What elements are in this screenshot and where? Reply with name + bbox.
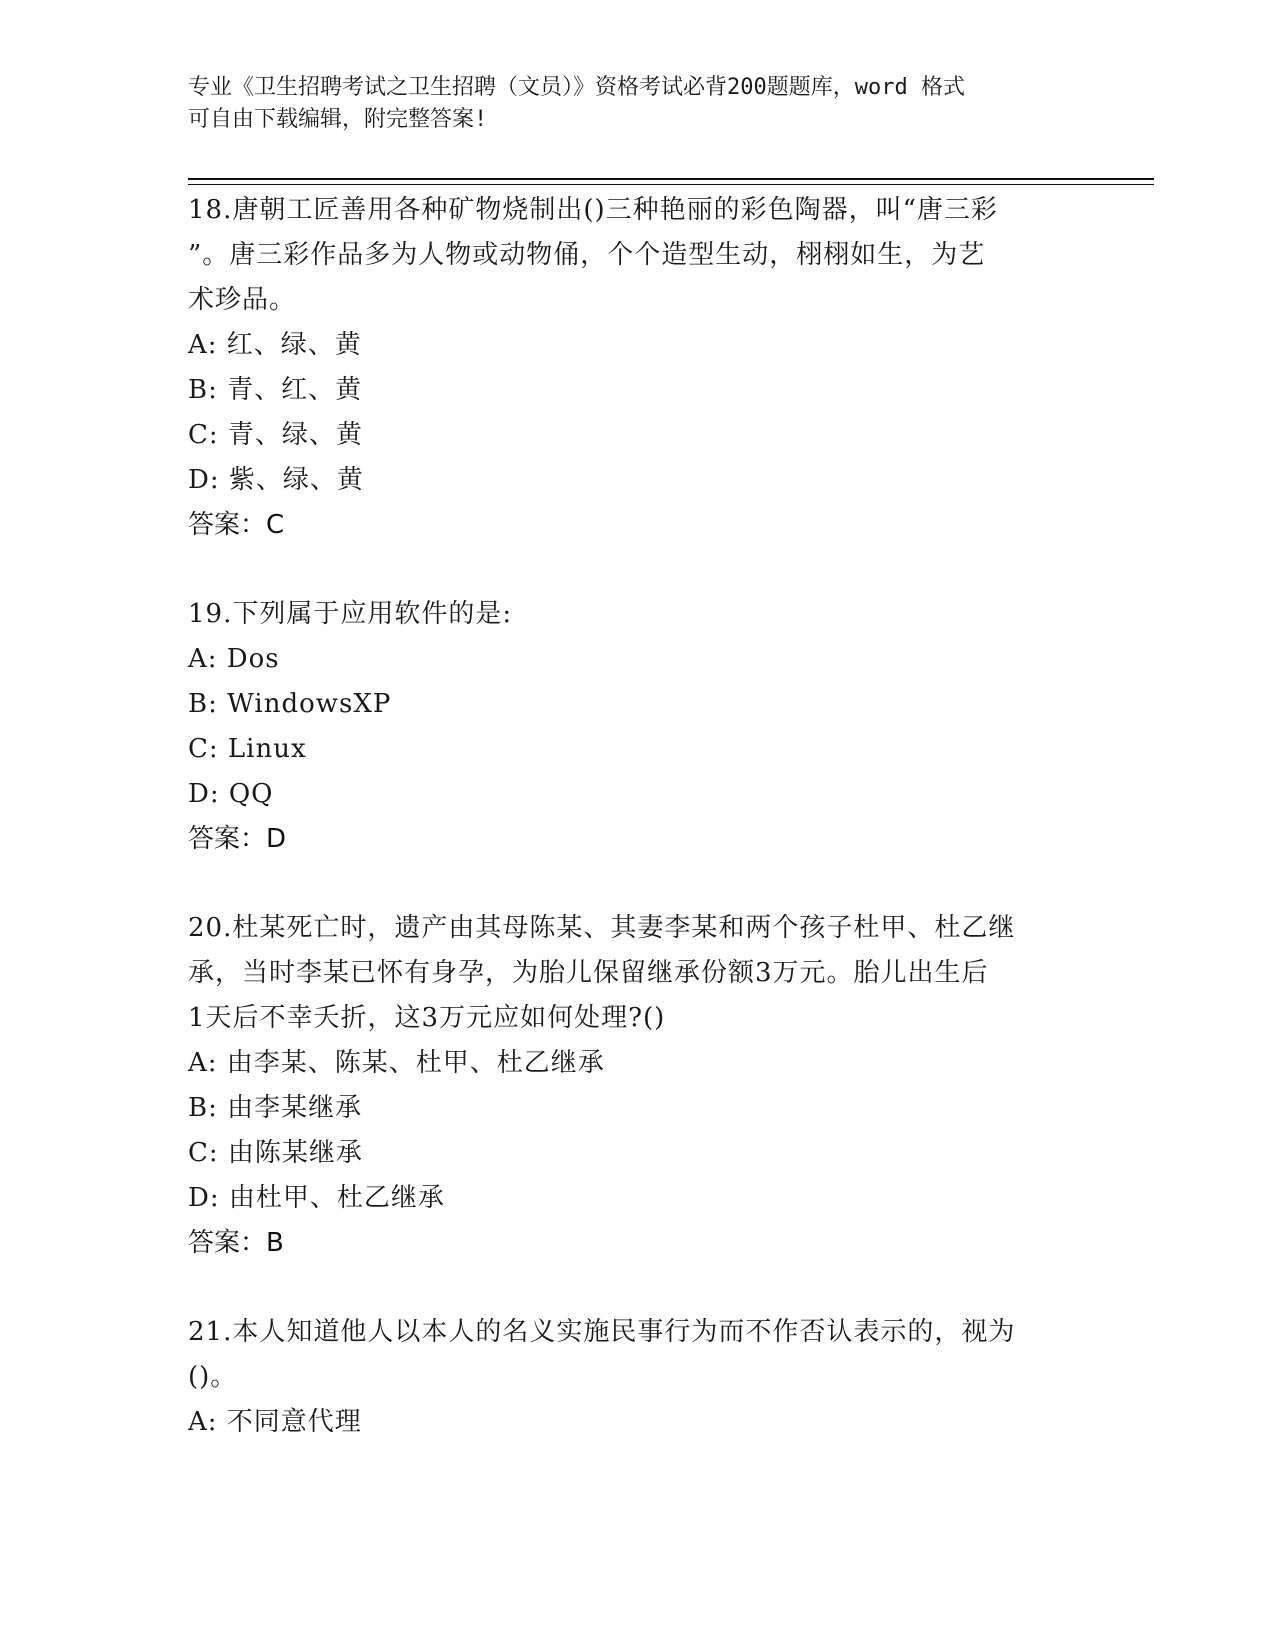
option-a: A: 红、绿、黄: [188, 330, 362, 360]
option-c: C: Linux: [188, 734, 307, 764]
stem-line: ”。唐三彩作品多为人物或动物俑，个个造型生动，栩栩如生，为艺: [188, 240, 986, 270]
stem-line: 18.唐朝工匠善用各种矿物烧制出()三种艳丽的彩色陶器，叫“唐三彩: [188, 195, 998, 225]
stem-line: 19.下列属于应用软件的是:: [188, 599, 513, 629]
header-rule-thin: [188, 184, 1154, 185]
question-18: [188, 188, 1088, 548]
option-b: B: 青、红、黄: [188, 375, 363, 405]
question-19: [188, 592, 1088, 862]
option-d: D: QQ: [188, 779, 274, 809]
question-stem: [188, 1310, 1088, 1400]
question-stem: [188, 592, 1088, 637]
stem-line: 术珍品。: [188, 285, 297, 315]
header-rule-thick: [188, 178, 1154, 180]
question-20: [188, 906, 1088, 1266]
stem-line: 承，当时李某已怀有身孕，为胎儿保留继承份额3万元。胎儿出生后: [188, 958, 989, 988]
option-b: B: WindowsXP: [188, 689, 392, 719]
answer-line: 答案：C: [188, 510, 285, 540]
option-c: C: 由陈某继承: [188, 1138, 363, 1168]
header-line-1: 专业《卫生招聘考试之卫生招聘（文员）》资格考试必背200题题库，word 格式: [188, 75, 965, 100]
question-21: [188, 1310, 1088, 1445]
option-d: D: 由杜甲、杜乙继承: [188, 1183, 445, 1213]
header-line-2: 可自由下载编辑，附完整答案!: [188, 107, 488, 132]
stem-line: ()。: [188, 1362, 238, 1392]
option-a: A: 由李某、陈某、杜甲、杜乙继承: [188, 1048, 605, 1078]
document-header: [188, 72, 1068, 136]
option-d: D: 紫、绿、黄: [188, 465, 364, 495]
option-c: C: 青、绿、黄: [188, 420, 363, 450]
stem-line: 21.本人知道他人以本人的名义实施民事行为而不作否认表示的，视为: [188, 1317, 1016, 1347]
option-b: B: 由李某继承: [188, 1093, 363, 1123]
question-stem: [188, 906, 1088, 1041]
stem-line: 20.杜某死亡时，遗产由其母陈某、其妻李某和两个孩子杜甲、杜乙继: [188, 913, 1016, 943]
answer-line: 答案：D: [188, 824, 287, 854]
option-a: A: 不同意代理: [188, 1407, 362, 1437]
question-list: [188, 188, 1088, 1489]
question-stem: [188, 188, 1088, 323]
answer-line: 答案：B: [188, 1228, 284, 1258]
stem-line: 1天后不幸夭折，这3万元应如何处理?(): [188, 1003, 666, 1033]
option-a: A: Dos: [188, 644, 280, 674]
